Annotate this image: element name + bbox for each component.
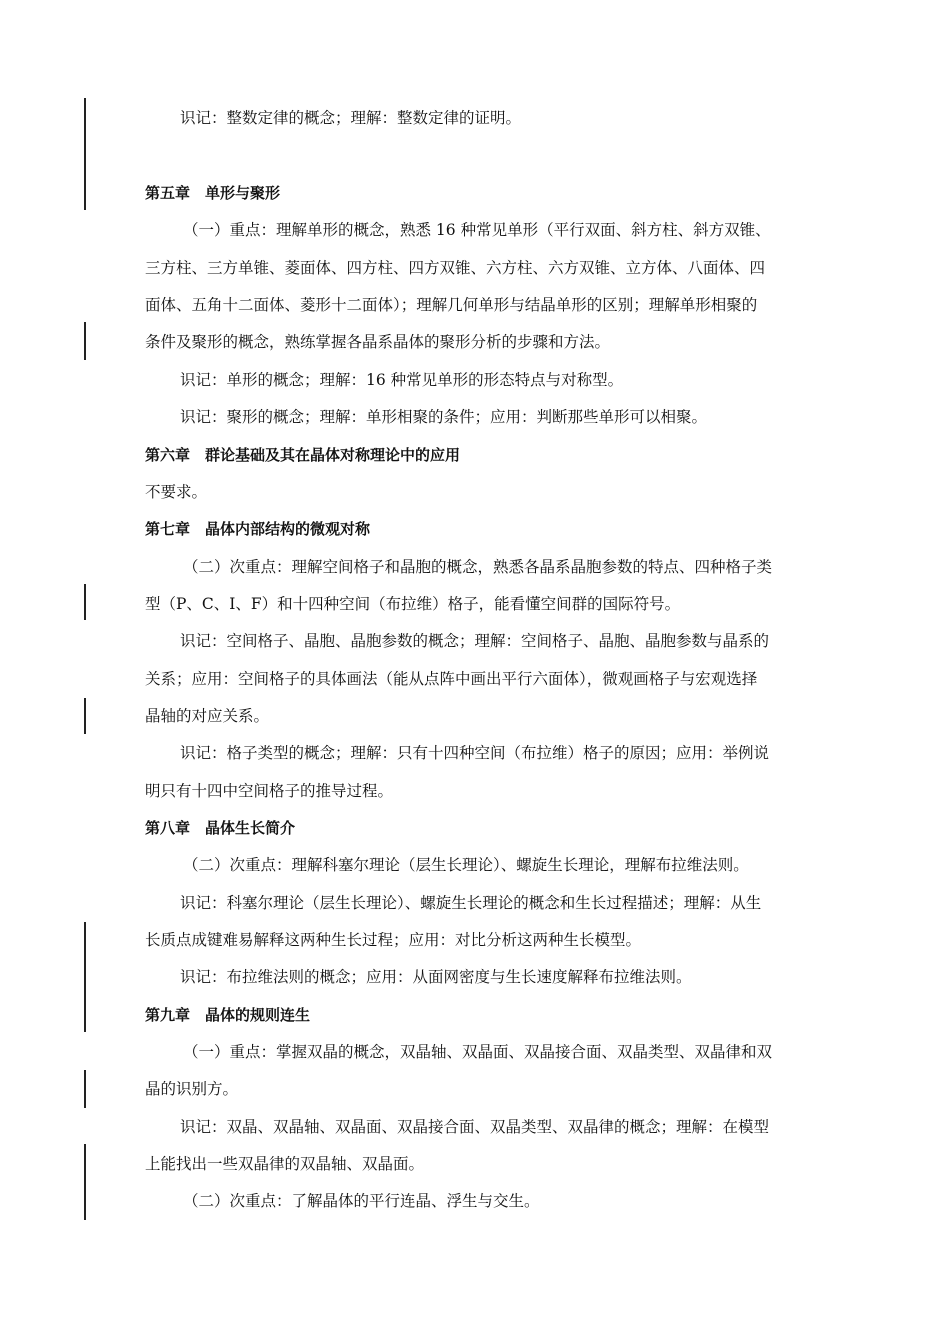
text-line: 明只有十四中空间格子的推导过程。 (145, 782, 394, 800)
text-line: 识记：双晶、双晶轴、双晶面、双晶接合面、双晶类型、双晶律的概念；理解：在模型 (180, 1118, 770, 1136)
text-line: （二）次重点：了解晶体的平行连晶、浮生与交生。 (183, 1192, 540, 1210)
text-line: 识记：布拉维法则的概念；应用：从面网密度与生长速度解释布拉维法则。 (180, 968, 692, 986)
chapter-heading: 第五章 单形与聚形 (145, 184, 281, 202)
revision-bar (84, 698, 86, 734)
text-line: （二）次重点：理解空间格子和晶胞的概念，熟悉各晶系晶胞参数的特点、四种格子类 (183, 558, 773, 576)
text-line: 三方柱、三方单锥、菱面体、四方柱、四方双锥、六方柱、六方双锥、立方体、八面体、四 (145, 259, 766, 277)
text-line: 型（P、C、I、F）和十四种空间（布拉维）格子，能看懂空间群的国际符号。 (145, 595, 681, 613)
text-line: 面体、五角十二面体、菱形十二面体）；理解几何单形与结晶单形的区别；理解单形相聚的 (145, 296, 758, 314)
text-line: （一）重点：掌握双晶的概念，双晶轴、双晶面、双晶接合面、双晶类型、双晶律和双 (183, 1043, 773, 1061)
text-line: 不要求。 (145, 483, 208, 501)
text-line: （一）重点：理解单形的概念，熟悉 16 种常见单形（平行双面、斜方柱、斜方双锥、 (183, 221, 771, 239)
text-line: 识记：整数定律的概念；理解：整数定律的证明。 (180, 109, 522, 127)
chapter-heading: 第六章 群论基础及其在晶体对称理论中的应用 (145, 446, 461, 464)
text-line: 识记：格子类型的概念；理解：只有十四种空间（布拉维）格子的原因；应用：举例说 (180, 744, 770, 762)
text-line: 上能找出一些双晶律的双晶轴、双晶面。 (145, 1155, 425, 1173)
text-line: 识记：空间格子、晶胞、晶胞参数的概念；理解：空间格子、晶胞、晶胞参数与晶系的 (180, 632, 770, 650)
text-line: 识记：单形的概念；理解：16 种常见单形的形态特点与对称型。 (180, 371, 624, 389)
text-line: 长质点成键难易解释这两种生长过程；应用：对比分析这两种生长模型。 (145, 931, 642, 949)
revision-bar (84, 922, 86, 1032)
text-line: 关系；应用：空间格子的具体画法（能从点阵中画出平行六面体），微观画格子与宏观选择 (145, 670, 758, 688)
text-line: 晶轴的对应关系。 (145, 707, 270, 725)
chapter-heading: 第九章 晶体的规则连生 (145, 1006, 311, 1024)
revision-bar (84, 322, 86, 360)
text-line: 识记：聚形的概念；理解：单形相聚的条件；应用：判断那些单形可以相聚。 (180, 408, 708, 426)
revision-bar (84, 1070, 86, 1108)
text-line: 识记：科塞尔理论（层生长理论）、螺旋生长理论的概念和生长过程描述；理解：从生 (180, 894, 762, 912)
chapter-heading: 第八章 晶体生长简介 (145, 819, 296, 837)
revision-bar (84, 98, 86, 210)
text-line: 条件及聚形的概念，熟练掌握各晶系晶体的聚形分析的步骤和方法。 (145, 333, 611, 351)
revision-bar (84, 1144, 86, 1220)
revision-bar (84, 584, 86, 620)
chapter-heading: 第七章 晶体内部结构的微观对称 (145, 520, 371, 538)
text-line: （二）次重点：理解科塞尔理论（层生长理论）、螺旋生长理论，理解布拉维法则。 (183, 856, 749, 874)
text-line: 晶的识别方。 (145, 1080, 239, 1098)
